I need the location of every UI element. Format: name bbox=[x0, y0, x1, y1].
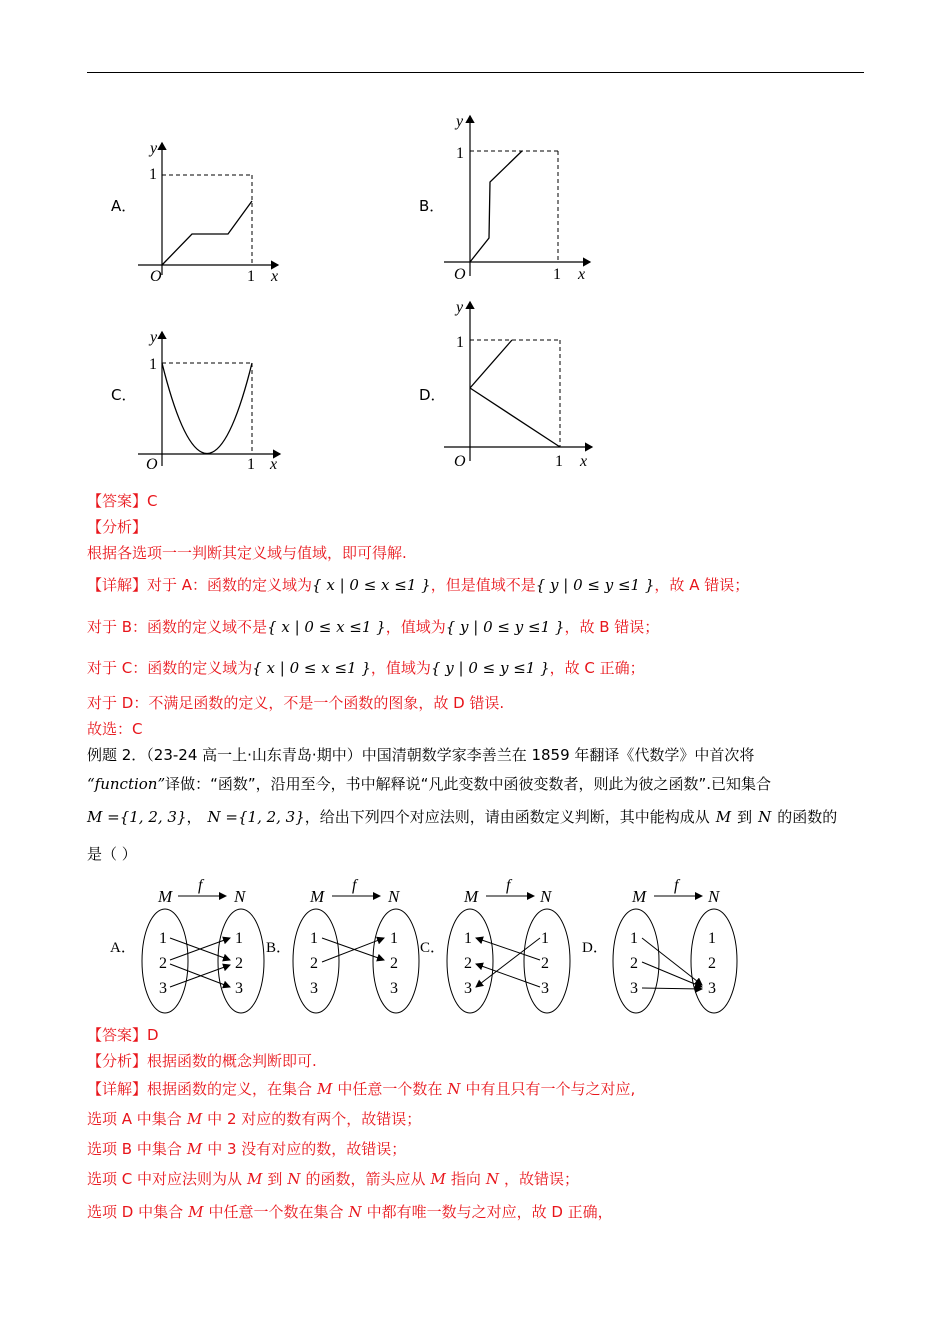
example2-line2-rest: 译做：“函数”，沿用至今，书中解释说“凡此变数中函彼变数者，则此为彼之函数”.已知集合 bbox=[165, 775, 771, 793]
option-a-label: A． bbox=[111, 197, 137, 215]
mapping-a bbox=[110, 877, 264, 1013]
choice-1: 故选：C bbox=[87, 720, 143, 738]
x-one-label: 1 bbox=[247, 456, 255, 473]
svg-text:3: 3 bbox=[235, 980, 243, 997]
mapping-diagrams bbox=[100, 872, 760, 1017]
y-one-label: 1 bbox=[149, 166, 157, 183]
detail-a-pre: 【详解】对于 A：函数的定义域为 bbox=[87, 576, 313, 594]
detail-c-pre: 对于 C：函数的定义域为 bbox=[87, 659, 253, 677]
svg-text:3: 3 bbox=[541, 980, 549, 997]
set-n-label: N bbox=[708, 887, 720, 906]
option-b-explanation: 选项 B 中集合 M 中 3 没有对应的数，故错误； bbox=[87, 1140, 407, 1158]
y-axis-label: y bbox=[150, 329, 158, 346]
set-m: M ={1, 2, 3} bbox=[87, 808, 187, 826]
header-rule bbox=[87, 72, 864, 73]
detail-a-post: ，故 A 错误； bbox=[654, 576, 750, 594]
svg-text:3: 3 bbox=[310, 980, 318, 997]
f-label: f bbox=[198, 877, 203, 894]
f-label: f bbox=[506, 877, 511, 894]
origin-label: O bbox=[454, 453, 466, 470]
set-m-label: M bbox=[158, 887, 173, 906]
detail-b-mid: ，值域为 bbox=[385, 618, 446, 636]
analysis-text-1: 根据各选项一一判断其定义域与值域，即可得解. bbox=[87, 544, 407, 562]
svg-text:1: 1 bbox=[464, 930, 472, 947]
f-label: f bbox=[674, 877, 679, 894]
y-axis-label: y bbox=[456, 113, 464, 130]
graph-a bbox=[130, 135, 290, 290]
option-c-label: C． bbox=[111, 386, 137, 404]
y-axis-label: y bbox=[150, 140, 158, 157]
mapping-b bbox=[266, 877, 419, 1013]
to-word: 到 bbox=[737, 808, 753, 826]
detail-a-mid: ，但是值域不是 bbox=[430, 576, 536, 594]
svg-text:1: 1 bbox=[708, 930, 716, 947]
set-n-label: N bbox=[234, 887, 246, 906]
graph-c bbox=[130, 326, 290, 476]
mapping-d bbox=[582, 877, 737, 1013]
x-one-label: 1 bbox=[553, 266, 561, 283]
graph-b bbox=[440, 108, 600, 288]
x-axis-label: x bbox=[580, 453, 588, 470]
svg-text:2: 2 bbox=[708, 955, 716, 972]
domain-set: { x | 0 ≤ x ≤1 } bbox=[252, 659, 371, 677]
detail-b bbox=[87, 616, 659, 638]
detail-b-post: ，故 B 错误； bbox=[564, 618, 660, 636]
domain-set: { x | 0 ≤ x ≤1 } bbox=[312, 576, 431, 594]
origin-label: O bbox=[150, 268, 162, 285]
svg-text:2: 2 bbox=[541, 955, 549, 972]
f-label: f bbox=[352, 877, 357, 894]
y-one-label: 1 bbox=[456, 334, 464, 351]
svg-text:2: 2 bbox=[464, 955, 472, 972]
svg-text:3: 3 bbox=[708, 980, 716, 997]
domain-set: { x | 0 ≤ x ≤1 } bbox=[267, 618, 386, 636]
range-set: { y | 0 ≤ y ≤1 } bbox=[445, 618, 565, 636]
detail-c-post: ，故 C 正确； bbox=[549, 659, 645, 677]
x-axis-label: x bbox=[270, 456, 278, 473]
example2-line3-mid: ，给出下列四个对应法则，请由函数定义判断，其中能构成从 bbox=[304, 808, 710, 826]
detail-b-pre: 对于 B：函数的定义域不是 bbox=[87, 618, 268, 636]
svg-text:3: 3 bbox=[464, 980, 472, 997]
set-n-label: N bbox=[388, 887, 400, 906]
svg-text:1: 1 bbox=[630, 930, 638, 947]
detail-c bbox=[87, 657, 645, 679]
option-a-explanation: 选项 A 中集合 M 中 2 对应的数有两个，故错误； bbox=[87, 1110, 422, 1128]
svg-text:2: 2 bbox=[390, 955, 398, 972]
set-m-label: M bbox=[310, 887, 325, 906]
mapping-c bbox=[420, 877, 570, 1013]
set-m-label: M bbox=[632, 887, 647, 906]
range-set: { y | 0 ≤ y ≤1 } bbox=[430, 659, 550, 677]
range-set: { y | 0 ≤ y ≤1 } bbox=[535, 576, 655, 594]
x-one-label: 1 bbox=[555, 453, 563, 470]
svg-text:1: 1 bbox=[235, 930, 243, 947]
svg-text:1: 1 bbox=[390, 930, 398, 947]
svg-text:3: 3 bbox=[159, 980, 167, 997]
svg-text:2: 2 bbox=[310, 955, 318, 972]
option-d-explanation: 选项 D 中集合 M 中任意一个数在集合 N 中都有唯一数与之对应，故 D 正确， bbox=[87, 1203, 613, 1221]
set-n-label: N bbox=[540, 887, 552, 906]
option-c-explanation: 选项 C 中对应法则为从 M 到 N 的函数，箭头应从 M 指向 N ，故错误； bbox=[87, 1170, 580, 1188]
set-m-symbol: M bbox=[715, 808, 732, 826]
origin-label: O bbox=[146, 456, 158, 473]
set-n-symbol: N bbox=[758, 808, 772, 826]
example2-line1: 例题 2．（23-24 高一上·山东青岛·期中）中国清朝数学家李善兰在 1859 年翻译《代数学》中首次将 bbox=[87, 746, 755, 764]
origin-label: O bbox=[454, 266, 466, 283]
detail-a bbox=[87, 574, 749, 596]
mapping-b-label: B． bbox=[266, 940, 292, 956]
svg-text:2: 2 bbox=[159, 955, 167, 972]
y-one-label: 1 bbox=[149, 356, 157, 373]
example2-line2 bbox=[87, 773, 771, 795]
analysis-2: 【分析】根据函数的概念判断即可. bbox=[87, 1052, 317, 1070]
detail-d: 对于 D：不满足函数的定义，不是一个函数的图象，故 D 错误. bbox=[87, 694, 505, 712]
graph-d bbox=[440, 296, 600, 476]
svg-text:3: 3 bbox=[390, 980, 398, 997]
option-b-label: B． bbox=[419, 197, 445, 215]
example2-line4: 是（ ） bbox=[87, 845, 137, 863]
x-axis-label: x bbox=[271, 268, 279, 285]
example2-line3: M ={1, 2, 3}， N ={1, 2, 3}，给出下列四个对应法则，请由函数定义判断，其中能构成从 M 到 N 的函数的 bbox=[87, 808, 838, 826]
svg-text:1: 1 bbox=[159, 930, 167, 947]
function-word: “function” bbox=[87, 775, 166, 793]
detail-2: 【详解】根据函数的定义，在集合 M 中任意一个数在 N 中有且只有一个与之对应, bbox=[87, 1080, 636, 1098]
analysis-label-1: 【分析】 bbox=[87, 518, 148, 536]
y-axis-label: y bbox=[456, 299, 464, 316]
x-one-label: 1 bbox=[247, 268, 255, 285]
mapping-a-label: A． bbox=[110, 940, 136, 956]
answer-1: 【答案】C bbox=[87, 492, 158, 510]
detail-c-mid: ，值域为 bbox=[370, 659, 431, 677]
svg-text:1: 1 bbox=[310, 930, 318, 947]
svg-text:1: 1 bbox=[541, 930, 549, 947]
y-one-label: 1 bbox=[456, 145, 464, 162]
svg-text:2: 2 bbox=[630, 955, 638, 972]
set-n: N ={1, 2, 3} bbox=[207, 808, 305, 826]
mapping-d-label: D． bbox=[582, 940, 608, 956]
mapping-c-label: C． bbox=[420, 940, 446, 956]
set-m-label: M bbox=[464, 887, 479, 906]
x-axis-label: x bbox=[578, 266, 586, 283]
svg-text:3: 3 bbox=[630, 980, 638, 997]
answer-2: 【答案】D bbox=[87, 1026, 159, 1044]
example2-line3-end: 的函数的 bbox=[777, 808, 838, 826]
svg-text:2: 2 bbox=[235, 955, 243, 972]
option-d-label: D． bbox=[419, 386, 446, 404]
